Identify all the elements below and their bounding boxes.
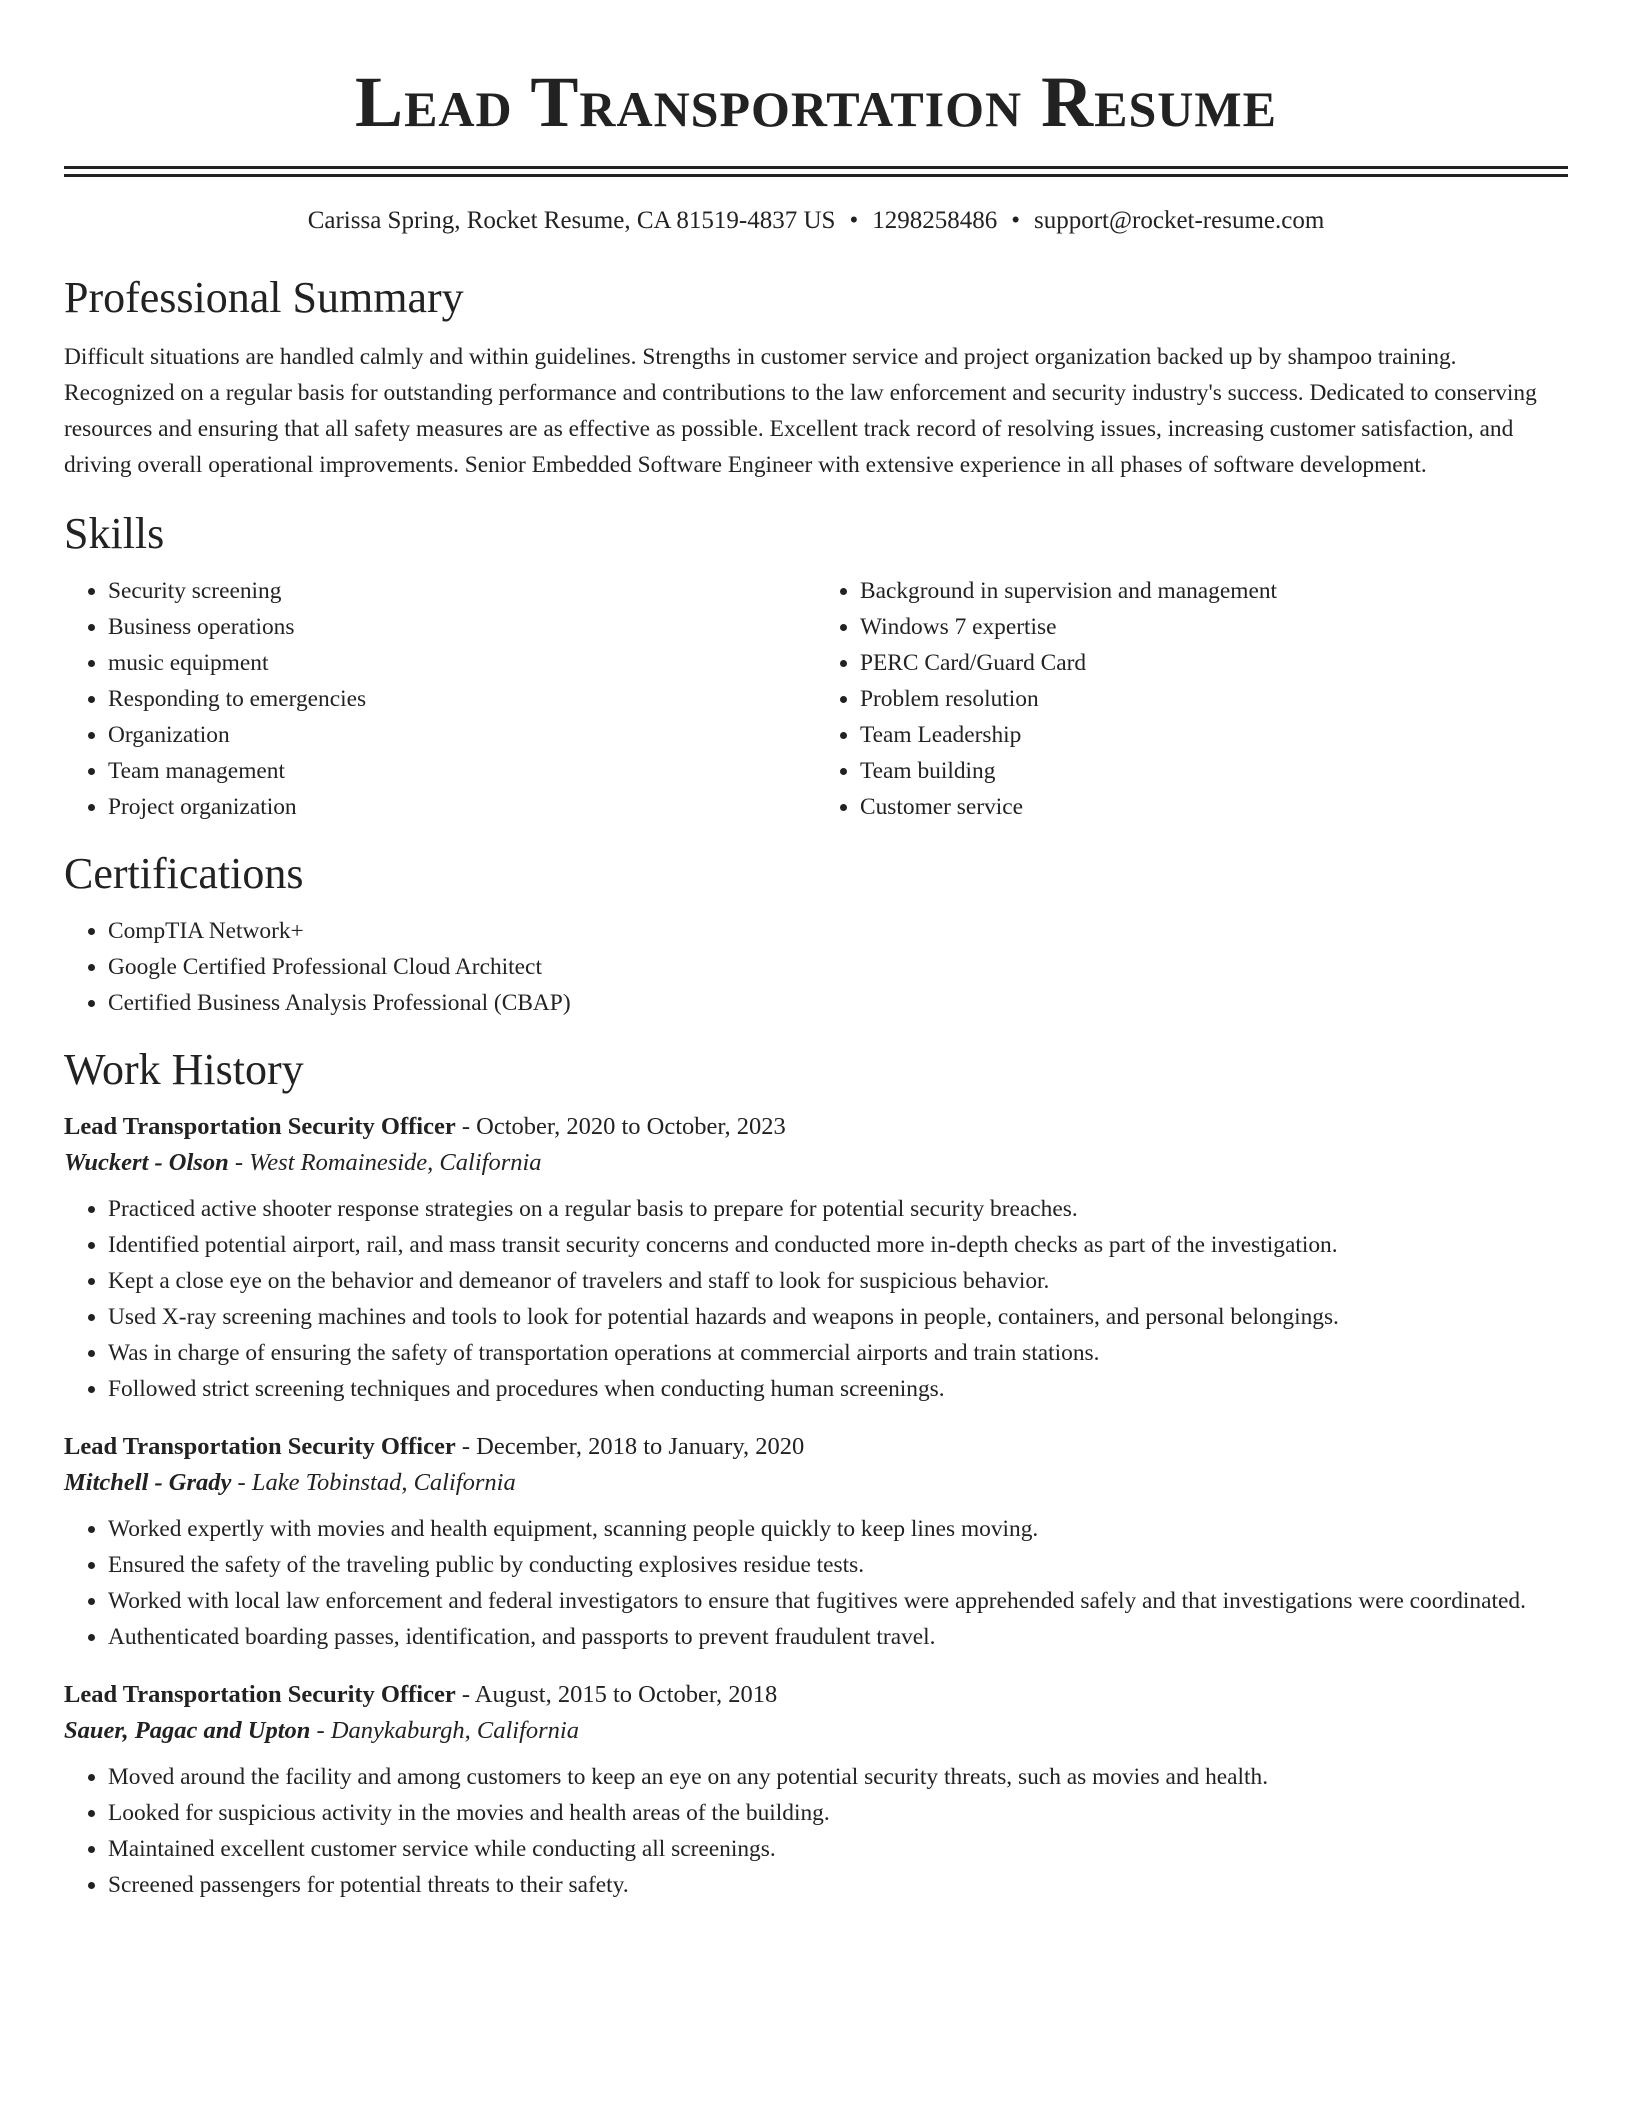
- skill-item: • Project organization: [108, 789, 816, 825]
- job-bullet: • Moved around the facility and among customers to keep an eye on any potential security threats, such as movies and health.: [108, 1759, 1568, 1795]
- job-bullets: [64, 1759, 1568, 1903]
- job-entry: [64, 1109, 1568, 1407]
- work-history-section: [64, 1043, 1568, 1903]
- job-title: Lead Transportation Security Officer: [64, 1113, 456, 1140]
- skill-item: • music equipment: [108, 645, 816, 681]
- job-bullet: • Kept a close eye on the behavior and demeanor of travelers and staff to look for suspicious behavior.: [108, 1263, 1568, 1299]
- title-double-rule: [64, 166, 1568, 177]
- job-company: Sauer, Pagac and Upton: [64, 1717, 311, 1744]
- job-bullet: • Practiced active shooter response strategies on a regular basis to prepare for potential security breaches.: [108, 1191, 1568, 1227]
- job-company-line: [64, 1465, 1568, 1501]
- job-bullet: • Maintained excellent customer service while conducting all screenings.: [108, 1831, 1568, 1867]
- job-location: - Danykaburgh, California: [316, 1717, 579, 1744]
- skills-list-right: [816, 573, 1568, 825]
- certification-item: • Google Certified Professional Cloud Architect: [108, 949, 1568, 985]
- certifications-list: [64, 913, 1568, 1021]
- job-bullet: • Looked for suspicious activity in the movies and health areas of the building.: [108, 1795, 1568, 1831]
- skills-columns: [64, 573, 1568, 825]
- job-title: Lead Transportation Security Officer: [64, 1433, 456, 1460]
- job-entry: [64, 1429, 1568, 1655]
- job-dates: - August, 2015 to October, 2018: [461, 1681, 778, 1708]
- skill-item: • Background in supervision and management: [860, 573, 1568, 609]
- job-bullets: [64, 1511, 1568, 1655]
- job-title: Lead Transportation Security Officer: [64, 1681, 456, 1708]
- skill-item: • Team Leadership: [860, 717, 1568, 753]
- job-location: - Lake Tobinstad, California: [237, 1469, 516, 1496]
- job-bullets: [64, 1191, 1568, 1407]
- job-bullet: • Worked with local law enforcement and federal investigators to ensure that fugitives were apprehended safely and that investigations were coordinated.: [108, 1583, 1568, 1619]
- summary-text: Difficult situations are handled calmly and within guidelines. Strengths in customer service and project organization backed up by shampoo training. Recognized on a regular basis for outstanding performance and contributions to the law enforcement and security industry's success. Dedicated to conserving resources and ensuring that all safety measures are as effective as possible. Excellent track record of resolving issues, increasing customer satisfaction, and driving overall operational improvements. Senior Embedded Software Engineer with extensive experience in all phases of software development.: [64, 344, 1537, 478]
- skill-item: • PERC Card/Guard Card: [860, 645, 1568, 681]
- skills-list-left: [64, 573, 816, 825]
- summary-heading: Professional Summary: [64, 273, 464, 322]
- skill-item: • Team building: [860, 753, 1568, 789]
- job-company: Wuckert - Olson: [64, 1149, 229, 1176]
- job-title-line: [64, 1109, 1568, 1145]
- job-bullet: • Identified potential airport, rail, and mass transit security concerns and conducted more in-depth checks as part of the investigation.: [108, 1227, 1568, 1263]
- job-company: Mitchell - Grady: [64, 1469, 232, 1496]
- work-history-heading: Work History: [64, 1045, 304, 1094]
- job-bullet: • Worked expertly with movies and health equipment, scanning people quickly to keep lines moving.: [108, 1511, 1568, 1547]
- contact-line: [64, 205, 1568, 237]
- contact-address: Carissa Spring, Rocket Resume, CA 81519-4837 US: [307, 207, 836, 234]
- job-title-line: [64, 1429, 1568, 1465]
- job-entry: [64, 1677, 1568, 1903]
- certification-item: • Certified Business Analysis Professional (CBAP): [108, 985, 1568, 1021]
- certifications-heading: Certifications: [64, 849, 304, 898]
- job-location: - West Romaineside, California: [234, 1149, 542, 1176]
- job-bullet: • Followed strict screening techniques and procedures when conducting human screenings.: [108, 1371, 1568, 1407]
- skills-heading: Skills: [64, 509, 165, 558]
- skill-item: • Responding to emergencies: [108, 681, 816, 717]
- skill-item: • Organization: [108, 717, 816, 753]
- certifications-section: [64, 847, 1568, 1021]
- contact-phone: 1298258486: [872, 207, 998, 234]
- job-bullet: • Was in charge of ensuring the safety of transportation operations at commercial airports and train stations.: [108, 1335, 1568, 1371]
- skill-item: • Customer service: [860, 789, 1568, 825]
- contact-email: support@rocket-resume.com: [1034, 207, 1325, 234]
- job-bullet: • Used X-ray screening machines and tools to look for potential hazards and weapons in people, containers, and personal belongings.: [108, 1299, 1568, 1335]
- skill-item: • Windows 7 expertise: [860, 609, 1568, 645]
- job-bullet: • Authenticated boarding passes, identification, and passports to prevent fraudulent travel.: [108, 1619, 1568, 1655]
- skills-section: [64, 507, 1568, 825]
- contact-separator: •: [849, 207, 859, 234]
- contact-separator: •: [1011, 207, 1020, 234]
- certification-item: • CompTIA Network+: [108, 913, 1568, 949]
- skill-item: • Problem resolution: [860, 681, 1568, 717]
- skill-item: • Team management: [108, 753, 816, 789]
- job-company-line: [64, 1713, 1568, 1749]
- resume-title: Lead Transportation Resume: [355, 62, 1277, 142]
- job-bullet: • Screened passengers for potential threats to their safety.: [108, 1867, 1568, 1903]
- skill-item: • Security screening: [108, 573, 816, 609]
- job-bullet: • Ensured the safety of the traveling public by conducting explosives residue tests.: [108, 1547, 1568, 1583]
- job-company-line: [64, 1145, 1568, 1181]
- job-dates: - October, 2020 to October, 2023: [461, 1113, 786, 1140]
- job-title-line: [64, 1677, 1568, 1713]
- job-dates: - December, 2018 to January, 2020: [461, 1433, 805, 1460]
- summary-section: [64, 271, 1568, 483]
- skill-item: • Business operations: [108, 609, 816, 645]
